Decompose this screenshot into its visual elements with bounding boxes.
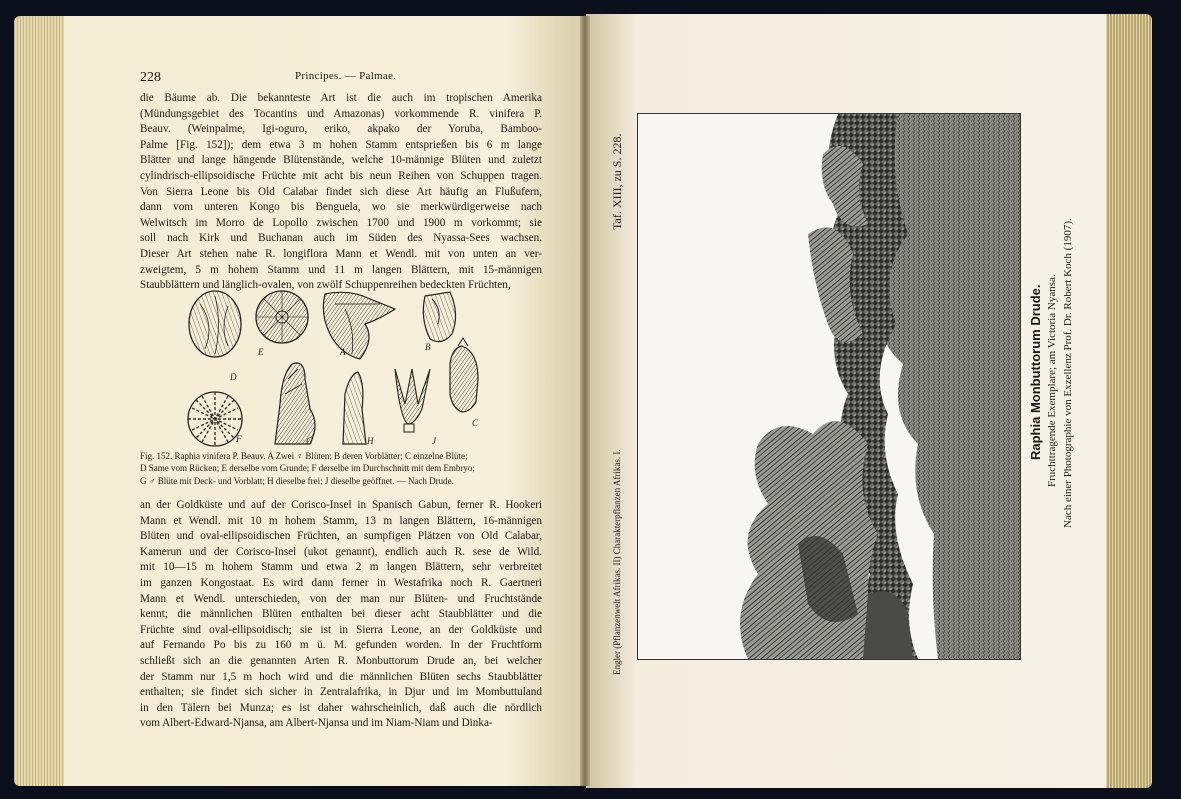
caption-line: G ♂ Blüte mit Deck- und Vorblatt; H dieselbe frei; J dieselbe geöffnet. — Nach Drude. xyxy=(140,475,454,486)
text-line: auf Fernando Po bis zu 160 m ü. M. gefunden worden. In der Fruchtform xyxy=(140,639,542,652)
palm-photograph xyxy=(637,113,1021,660)
book-gutter xyxy=(580,16,590,786)
text-line: Beauv. (Weinpalme, Igi-oguro, eriko, akpako der Yoruba, Bamboo- xyxy=(140,123,542,136)
figure-caption xyxy=(140,450,542,487)
text-line: mit 10—15 m hohem Stamm und etwa 2 m langen Blättern, sehr verbreitet xyxy=(140,561,542,574)
text-line: Dieser Art stehen nahe R. longiflora Mann et Wendl. mit von unten an ver- xyxy=(140,247,542,260)
figure-label-h: H xyxy=(367,436,374,446)
text-line: Blüten und oval-ellipsoidischen Früchten, an sumpfigen Plätzen von Old Calabar, xyxy=(140,530,542,543)
caption-line: D Same vom Rücken; E derselbe vom Grunde; F derselbe im Durchschnitt mit dem Embryo; xyxy=(140,463,475,474)
text-line: Welwitsch im Morro de Lopollo zwischen 1700 und 1900 m vorkommt; sie xyxy=(140,216,542,229)
text-line: in den Tälern bei Munza; es ist daher wahrscheinlich, daß auch die nördlich xyxy=(140,701,542,714)
text-line: Von Sierra Leone bis Old Calabar findet sich diese Art häufig an Flußufern, xyxy=(140,185,542,198)
source-line: Engler (Pflanzenwelt Afrikas. II) Charakterpflanzen Afrikas. I. xyxy=(612,449,622,675)
paragraph-top xyxy=(140,91,542,294)
bracts-drawing xyxy=(423,292,455,342)
text-line: Mann et Wendl. unterschieden, von der man nur Blüten- und Fruchtstände xyxy=(140,592,542,605)
seed-section-drawing xyxy=(188,392,242,446)
figure-label-g: G xyxy=(306,436,313,446)
text-line: zweigtem, 5 m hohem Stamm und 11 m langen Blättern, mit 15-männigen xyxy=(140,263,542,276)
text-line: kennt; die männlichen Blüten enthalten bei dieser acht Staubblätter und die xyxy=(140,608,542,621)
text-line: die Bäume ab. Die bekannteste Art ist die auch im tropischen Amerika xyxy=(140,92,542,104)
text-line: Staubblättern und länglich-ovalen, von zwölf Schuppenreihen bedeckten Früchten, xyxy=(140,279,511,292)
plate-title: Raphia Monbuttorum Drude. xyxy=(1028,284,1043,460)
text-line: Palme [Fig. 152]); dem etwa 3 m hohen Stamm entsprießen bis 6 m lange xyxy=(140,138,542,151)
text-line: vom Albert-Edward-Njansa, am Albert-Njansa und im Niam-Niam und Dinka- xyxy=(140,717,493,730)
figure-label-j: J xyxy=(432,436,436,446)
figure-label-f: F xyxy=(236,434,242,444)
plate-subtitle: Fruchttragende Exemplare; am Victoria Nyansa. xyxy=(1046,274,1058,487)
plate-number: Taf. XIII, zu S. 228. xyxy=(610,133,624,230)
figure-label-d: D xyxy=(230,372,237,382)
paragraph-bottom xyxy=(140,498,542,732)
text-line: Blätter und lange hängende Blütenstände, welche 10-männige Blüten und zuletzt xyxy=(140,154,542,167)
text-line: der Stamm nur 1,5 m hoch wird und die männlichen Blüten sechs Staubblätter xyxy=(140,670,542,683)
text-line: schließt sich an die genannten Arten R. Monbuttorum Drude an, bei welcher xyxy=(140,654,542,667)
palm-photograph-image xyxy=(638,114,1020,659)
text-line: Früchte sind oval-ellipsoidisch; sie ist in Sierra Leone, an der Goldküste und xyxy=(140,623,542,636)
female-flowers-drawing xyxy=(323,292,395,359)
text-line: enthalten; sie findet sich sicher in Zentralafrika, in Djur und im Mombuttuland xyxy=(140,686,542,699)
single-flower-drawing xyxy=(450,338,478,412)
text-line: Mann et Wendl. mit 10 m hohem Stamm, 13 m langen Blättern, 16-männigen xyxy=(140,514,542,527)
text-line: soll nach Kirk und Buchanan auch im Süden des Nyassa-Sees wachsen. xyxy=(140,232,542,245)
raphia-fruit-illustration xyxy=(180,284,480,449)
figure-label-c: C xyxy=(472,418,479,428)
open-flower-drawing xyxy=(395,369,430,432)
text-line: cylindrisch-ellipsoidische Früchte mit acht bis neun Reihen von Schuppen tragen. xyxy=(140,169,542,182)
book-edge-right xyxy=(1100,14,1152,788)
text-line: dann vom unteren Kongo bis Benguela, wo sie merkwürdigerweise nach xyxy=(140,201,542,214)
free-flower-drawing xyxy=(343,372,366,444)
figure-label-e: E xyxy=(258,347,264,357)
text-line: im ganzen Kongostaat. Es wird dann ferner in Westafrika noch R. Gaertneri xyxy=(140,576,542,589)
text-line: Kamerun und der Corisco-Insel (ukot genannt), endlich auch R. sese de Wild. xyxy=(140,545,542,558)
seed-back-drawing xyxy=(189,291,241,357)
page-number: 228 xyxy=(140,70,161,85)
plate-credit: Nach einer Photographie von Exzellenz Prof. Dr. Robert Koch (1907). xyxy=(1062,218,1074,528)
figure-label-b: B xyxy=(425,342,431,352)
text-line: (Mündungsgebiet des Tocantins und Amazonas) vorkommende R. vinifera P. xyxy=(140,107,542,120)
figure-label-a: A xyxy=(340,347,346,357)
seed-base-drawing xyxy=(256,291,308,343)
caption-line: Fig. 152. Raphia vinifera P. Beauv. A Zwei ♀ Blüten; B deren Vorblätter; C einzelne Blüte; xyxy=(140,451,468,461)
running-head: Principes. — Palmae. xyxy=(295,70,397,82)
male-flower-drawing xyxy=(275,363,315,444)
text-line: an der Goldküste und auf der Corisco-Insel in Spanisch Gabun, ferner R. Hookeri xyxy=(140,499,542,511)
